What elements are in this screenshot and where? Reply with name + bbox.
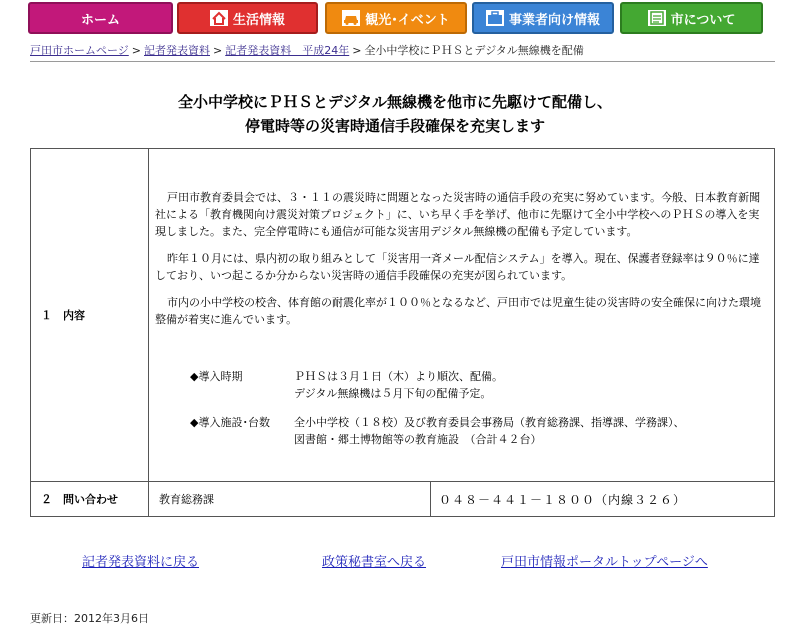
tab-label: ホーム xyxy=(80,12,120,28)
breadcrumb-link-home[interactable]: 戸田市ホームページ xyxy=(30,44,129,57)
breadcrumb-separator: > xyxy=(213,44,223,57)
detail-item-timing xyxy=(190,368,766,402)
back-to-policy-office-link[interactable]: 政策秘書室へ戻る xyxy=(322,555,427,570)
tab-about-city[interactable] xyxy=(620,2,763,34)
detail-label: ◆導入時期 xyxy=(190,369,243,383)
global-nav xyxy=(0,0,790,37)
breadcrumb-separator: > xyxy=(352,44,362,57)
contact-department: 教育総務課 xyxy=(149,482,431,517)
detail-line: デジタル無線機は５月下旬の配備予定。 xyxy=(294,386,492,400)
content-paragraph: 市内の小中学校の校舎、体育館の耐震化率が１００％となるなど、戸田市では児童生徒の災害時の安全確保に向けた環境整備が着実に進んでいます。 xyxy=(155,295,761,326)
breadcrumb-link-press[interactable]: 記者発表資料 xyxy=(144,44,210,57)
detail-value xyxy=(294,414,685,448)
detail-line: 全小中学校（１８校）及び教育委員会事務局（教育総務課、指導課、学務課）、 xyxy=(294,415,685,429)
breadcrumb-separator: > xyxy=(131,44,141,57)
tab-label: 生活情報 xyxy=(232,12,285,28)
page-title xyxy=(0,90,790,138)
tab-life-info[interactable] xyxy=(177,2,318,34)
contact-label: ２ 問い合わせ xyxy=(31,482,149,517)
tab-sightseeing-events[interactable] xyxy=(325,2,467,34)
detail-line: 図書館・郷土博物館等の教育施設 （合計４２台） xyxy=(294,432,542,446)
detail-item-facilities xyxy=(190,414,766,448)
breadcrumb-current: 全小中学校にＰＨＳとデジタル無線機を配備 xyxy=(364,44,584,57)
contact-phone: ０４８－４４１－１８００（内線３２６） xyxy=(431,482,775,517)
car-icon xyxy=(342,10,360,26)
detail-label: ◆導入施設･台数 xyxy=(190,415,270,429)
portal-top-link[interactable]: 戸田市情報ポータルトップページへ xyxy=(501,555,708,570)
content-paragraph: 昨年１０月には、県内初の取り組みとして「災害用一斉メール配信システム」を導入。現在、保護者登録率は９０％に達しており、いつ起こるか分からない災害時の通信手段確保の充実が図られています。 xyxy=(155,251,760,282)
divider xyxy=(30,61,775,62)
content-label: １ 内容 xyxy=(31,149,149,482)
document-icon xyxy=(648,10,666,26)
tab-label: 事業者向け情報 xyxy=(508,12,600,28)
house-icon xyxy=(210,10,228,26)
tab-home[interactable] xyxy=(28,2,173,34)
content-row xyxy=(31,149,775,482)
page-title-line2: 停電時等の災害時通信手段確保を充実します xyxy=(244,117,545,135)
detail-list xyxy=(190,368,766,448)
breadcrumb-link-press-h24[interactable]: 記者発表資料 平成24年 xyxy=(225,44,350,57)
tab-business-info[interactable] xyxy=(472,2,614,34)
tab-label: 観光･イベント xyxy=(365,12,450,28)
content-cell xyxy=(149,149,775,482)
updated-date: 更新日：2012年3月6日 xyxy=(30,612,149,625)
back-to-press-link[interactable]: 記者発表資料に戻る xyxy=(82,555,200,570)
info-table xyxy=(30,148,775,517)
detail-line: ＰＨＳは３月１日（木）より順次、配備。 xyxy=(294,369,503,383)
content-paragraph: 戸田市教育委員会では、３・１１の震災時に問題となった災害時の通信手段の充実に努めています。今般、日本教育新聞社による「教育機関向け震災対策プロジェクト」に、いち早く手を挙げ、他市に先駆けて全小中学校へのＰＨＳの導入を実現しました。また、完全停電時にも通信が可能な災害用デジタル無線機の配備も予定しています。 xyxy=(155,190,761,238)
page-title-line1: 全小中学校にＰＨＳとデジタル無線機を他市に先駆けて配備し、 xyxy=(177,93,613,111)
briefcase-icon xyxy=(486,10,504,26)
detail-value xyxy=(294,368,503,402)
tab-label: 市について xyxy=(670,12,736,28)
breadcrumb xyxy=(30,42,584,58)
contact-row xyxy=(31,482,775,517)
